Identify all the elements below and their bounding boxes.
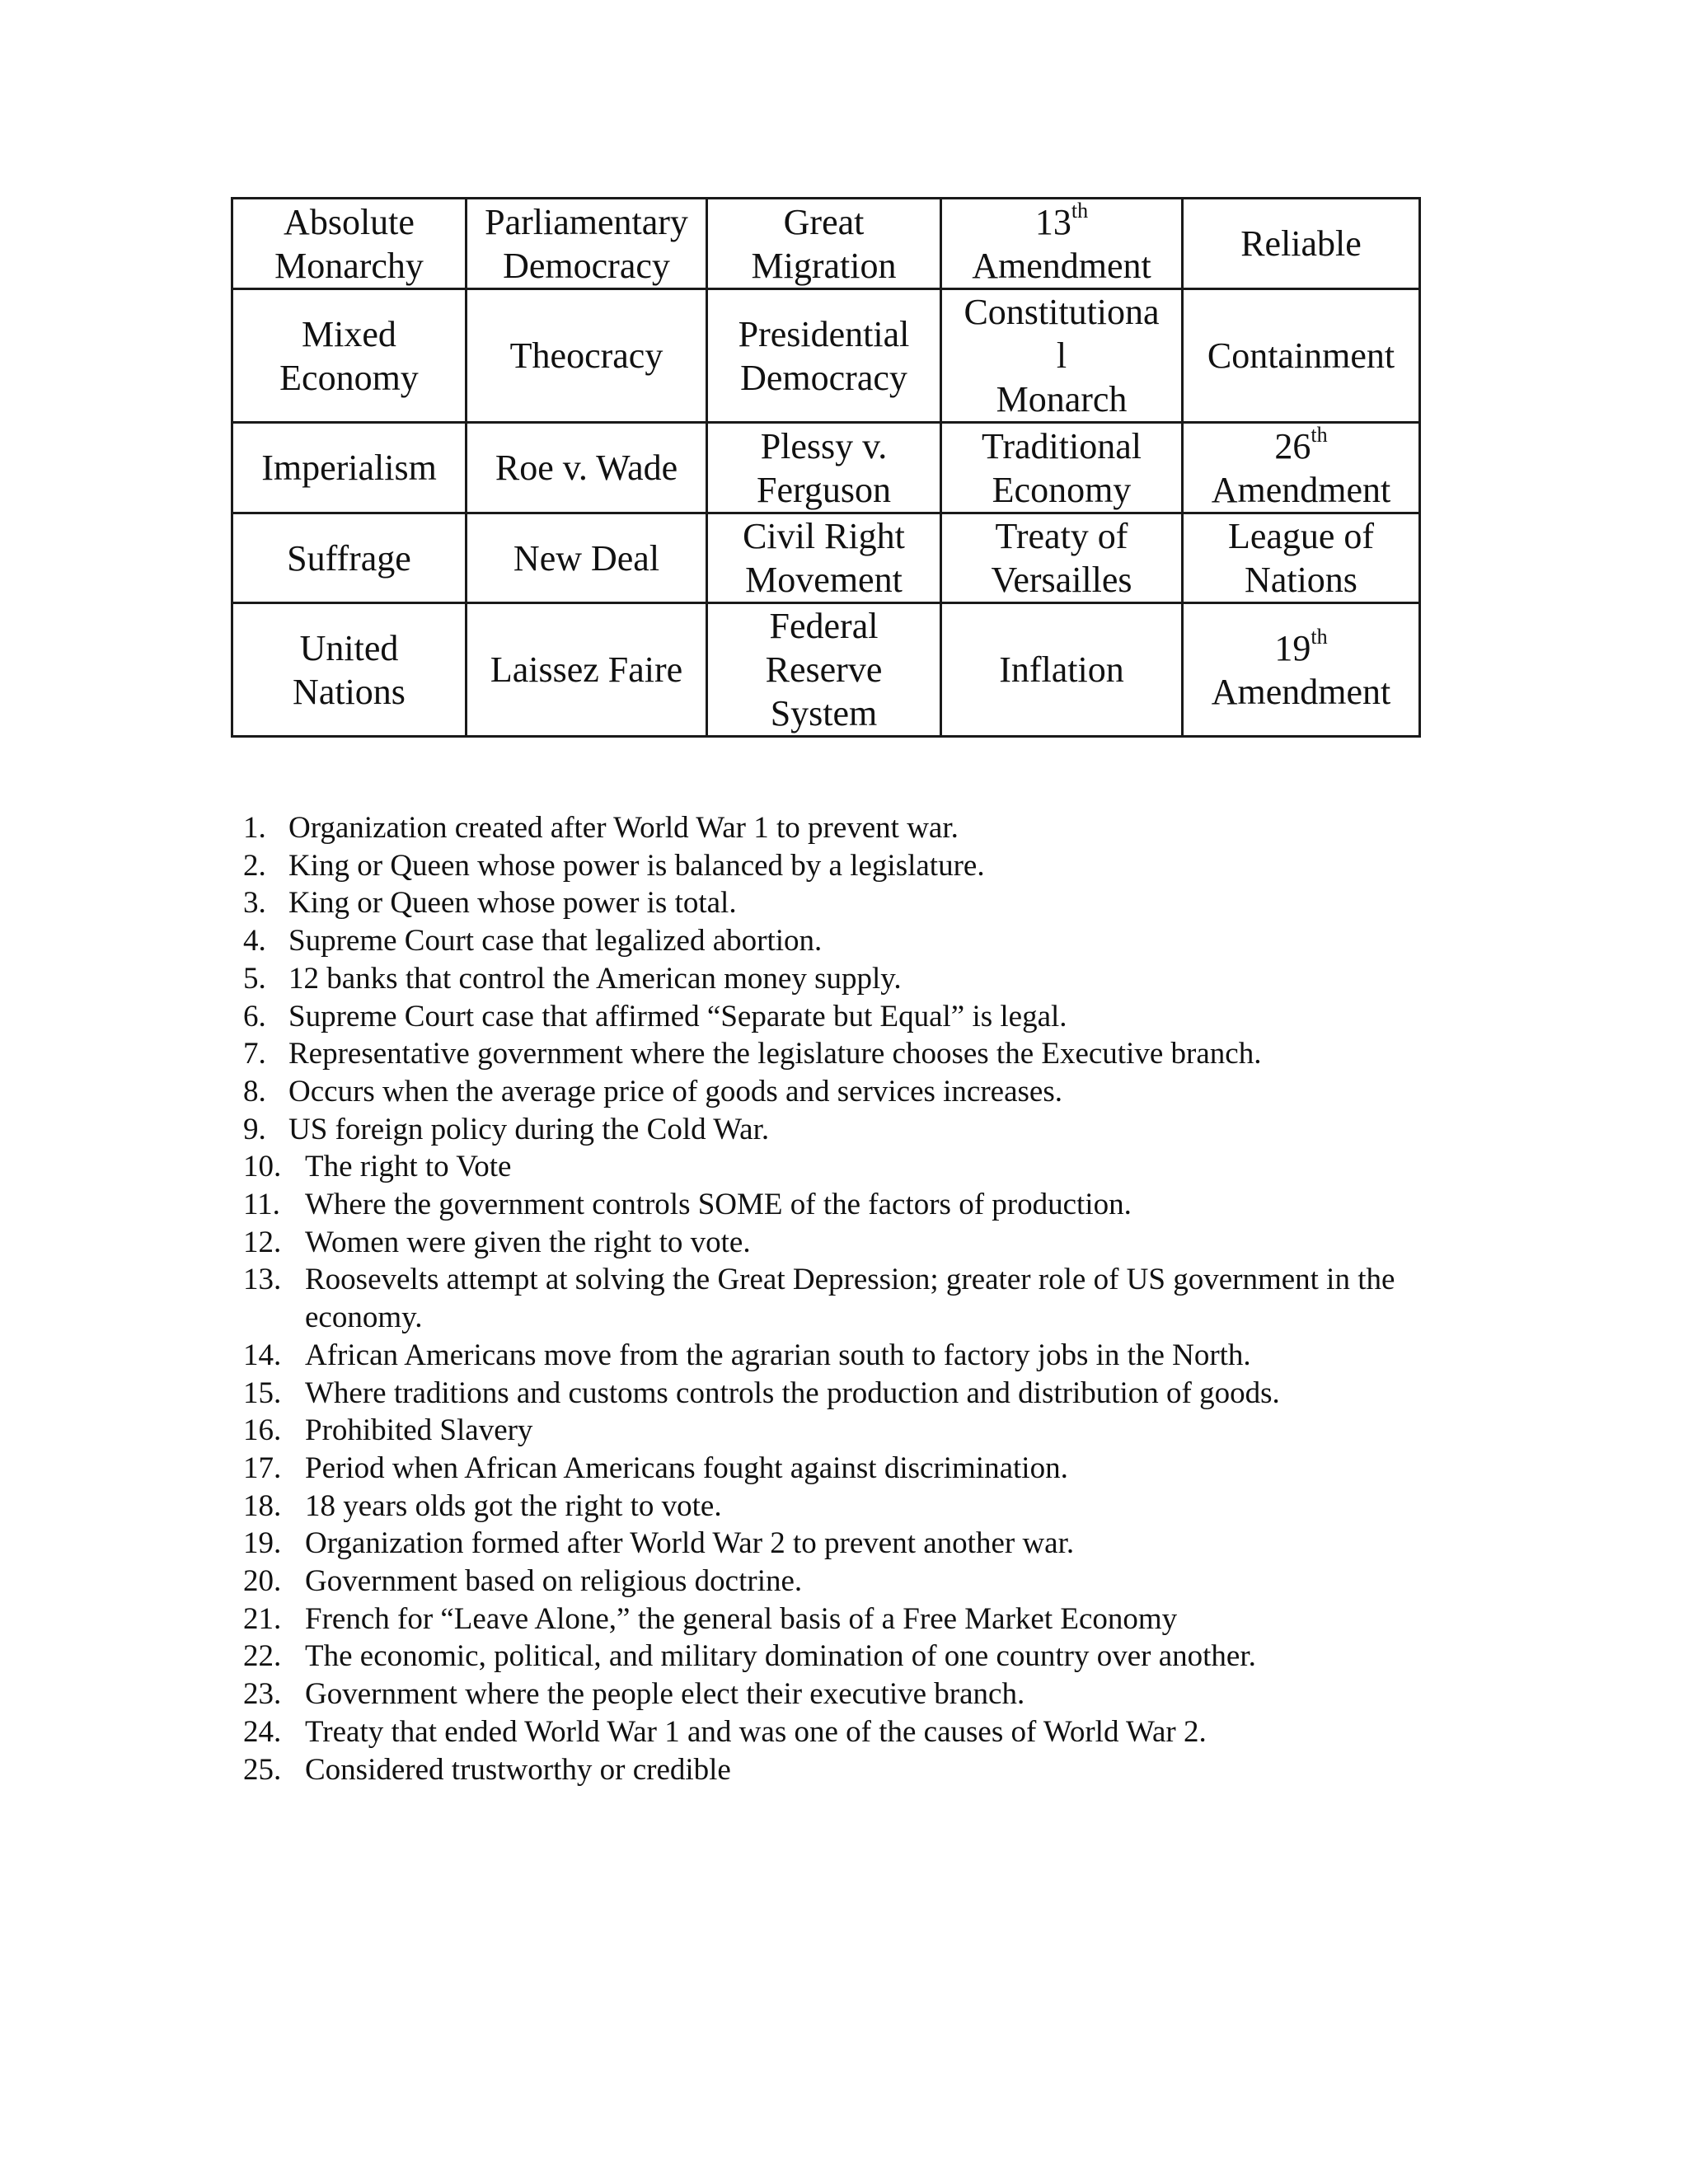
term-reliable: Reliable	[1240, 223, 1362, 264]
definition-item	[243, 1713, 1447, 1751]
term-imperialism: Imperialism	[261, 448, 437, 488]
definition-number: 6.	[243, 999, 266, 1033]
definition-text: King or Queen whose power is balanced by a legislature.	[288, 848, 985, 883]
definition-item	[243, 960, 1447, 998]
word-bank-cell	[1183, 423, 1420, 513]
word-bank-row	[232, 289, 1420, 423]
word-bank-cell	[467, 423, 707, 513]
definition-number: 23.	[243, 1677, 282, 1712]
term-traditional-economy: Traditional Economy	[982, 425, 1142, 510]
word-bank-cell	[1183, 603, 1420, 737]
word-bank-cell	[707, 199, 941, 289]
definition-number: 8.	[243, 1074, 266, 1108]
definition-number: 18.	[243, 1488, 282, 1523]
word-bank-cell	[232, 423, 467, 513]
definition-text: African Americans move from the agrarian south to factory jobs in the North.	[305, 1338, 1251, 1372]
word-bank-cell	[941, 289, 1183, 423]
definition-number: 21.	[243, 1601, 282, 1636]
definition-item	[243, 1563, 1447, 1601]
definition-item	[243, 1111, 1447, 1149]
definition-item	[243, 1601, 1447, 1638]
definition-text: Organization created after World War 1 to prevent war.	[288, 811, 959, 845]
word-bank-row	[232, 603, 1420, 737]
definition-number: 7.	[243, 1037, 266, 1071]
definition-number: 16.	[243, 1413, 282, 1448]
definition-text: Supreme Court case that legalized abortion.	[288, 924, 823, 958]
definition-item	[243, 1148, 1447, 1186]
definition-number: 1.	[243, 811, 266, 845]
word-bank-cell	[467, 513, 707, 603]
term-federal-reserve-system: Federal Reserve System	[765, 606, 883, 733]
definition-text: Considered trustworthy or credible	[305, 1752, 731, 1787]
definition-item	[243, 1525, 1447, 1563]
term-great-migration: Great Migration	[751, 201, 897, 286]
word-bank-cell	[467, 603, 707, 737]
definition-text: 12 banks that control the American money supply.	[288, 961, 902, 996]
definition-number: 13.	[243, 1263, 282, 1297]
term-league-of-nations: League of Nations	[1227, 516, 1375, 600]
definition-text: King or Queen whose power is total.	[288, 886, 737, 921]
definition-number: 9.	[243, 1112, 266, 1146]
definition-text: Representative government where the legislature chooses the Executive branch.	[288, 1037, 1262, 1071]
definition-number: 3.	[243, 886, 266, 921]
term-theocracy: Theocracy	[509, 335, 663, 376]
definition-item	[243, 1224, 1447, 1262]
word-bank-cell	[707, 513, 941, 603]
definition-item	[243, 1261, 1447, 1336]
definition-text: The economic, political, and military domination of one country over another.	[305, 1639, 1256, 1674]
definition-text: Organization formed after World War 2 to prevent another war.	[305, 1526, 1075, 1561]
definition-text: Period when African Americans fought against discrimination.	[305, 1451, 1068, 1485]
word-bank-cell	[707, 603, 941, 737]
term-plessy-v-ferguson: Plessy v. Ferguson	[757, 425, 891, 510]
word-bank-cell	[1183, 289, 1420, 423]
term-civil-right-movement: Civil Right Movement	[743, 516, 905, 600]
term-united-nations: United Nations	[293, 627, 406, 712]
definition-text: Government based on religious doctrine.	[305, 1564, 803, 1599]
word-bank-cell	[467, 289, 707, 423]
word-bank-cell	[941, 423, 1183, 513]
word-bank-cell	[941, 513, 1183, 603]
definition-item	[243, 1488, 1447, 1526]
term-inflation: Inflation	[999, 649, 1124, 690]
term-absolute-monarchy: Absolute Monarchy	[274, 201, 424, 286]
word-bank-cell	[941, 199, 1183, 289]
definition-number: 25.	[243, 1752, 282, 1787]
definition-text: Where traditions and customs controls the production and distribution of goods.	[305, 1376, 1280, 1410]
word-bank-cell	[232, 199, 467, 289]
definition-text: Occurs when the average price of goods and services increases.	[288, 1074, 1062, 1108]
definition-item	[243, 1186, 1447, 1224]
word-bank-cell	[707, 423, 941, 513]
definition-item	[243, 1035, 1447, 1073]
term-13th-amendment: 13th Amendment	[972, 198, 1151, 286]
definition-text: Treaty that ended World War 1 and was one of the causes of World War 2.	[305, 1714, 1207, 1749]
word-bank-cell	[1183, 199, 1420, 289]
definition-text: Prohibited Slavery	[305, 1413, 533, 1448]
term-containment: Containment	[1207, 335, 1395, 376]
term-19th-amendment: 19th Amendment	[1211, 624, 1391, 712]
definition-number: 20.	[243, 1564, 282, 1599]
word-bank-cell	[941, 603, 1183, 737]
definition-number: 14.	[243, 1338, 282, 1372]
term-26th-amendment: 26th Amendment	[1211, 422, 1391, 510]
term-new-deal: New Deal	[513, 537, 660, 579]
definition-text: 18 years olds got the right to vote.	[305, 1488, 722, 1523]
definition-item	[243, 1638, 1447, 1675]
definition-number: 10.	[243, 1150, 282, 1184]
term-treaty-of-versailles: Treaty of Versailles	[991, 516, 1132, 600]
definition-item	[243, 1412, 1447, 1450]
definition-item	[243, 1675, 1447, 1713]
word-bank-row	[232, 513, 1420, 603]
word-bank-cell	[467, 199, 707, 289]
word-bank-row	[232, 199, 1420, 289]
definition-item	[243, 1751, 1447, 1789]
definition-text: Roosevelts attempt at solving the Great Depression; greater role of US government in the economy.	[305, 1263, 1395, 1335]
word-bank-row	[232, 423, 1420, 513]
definition-number: 11.	[243, 1188, 280, 1222]
term-parliamentary-democracy: Parliamentary Democracy	[485, 201, 688, 286]
definition-item	[243, 847, 1447, 885]
definition-text: Women were given the right to vote.	[305, 1225, 751, 1259]
definition-number: 15.	[243, 1376, 282, 1410]
definitions-list	[243, 809, 1447, 1788]
definition-item	[243, 884, 1447, 922]
word-bank-table	[231, 197, 1421, 738]
definition-item	[243, 998, 1447, 1036]
word-bank-cell	[232, 603, 467, 737]
word-bank-cell	[232, 513, 467, 603]
term-roe-v-wade: Roe v. Wade	[495, 448, 678, 488]
definition-number: 4.	[243, 924, 266, 958]
definition-text: US foreign policy during the Cold War.	[288, 1112, 770, 1146]
term-suffrage: Suffrage	[287, 537, 411, 579]
definition-number: 22.	[243, 1639, 282, 1674]
word-bank-cell	[232, 289, 467, 423]
definition-text: Where the government controls SOME of the factors of production.	[305, 1188, 1132, 1222]
definition-text: Government where the people elect their executive branch.	[305, 1677, 1025, 1712]
definition-number: 2.	[243, 848, 266, 883]
term-presidential-democracy: Presidential Democracy	[738, 313, 910, 398]
definition-number: 12.	[243, 1225, 282, 1259]
term-mixed-economy: Mixed Economy	[279, 313, 419, 398]
definition-text: French for “Leave Alone,” the general basis of a Free Market Economy	[305, 1601, 1178, 1636]
definition-number: 24.	[243, 1714, 282, 1749]
definition-text: Supreme Court case that affirmed “Separate but Equal” is legal.	[288, 999, 1067, 1033]
definition-number: 19.	[243, 1526, 282, 1561]
definition-number: 5.	[243, 961, 266, 996]
definition-item	[243, 809, 1447, 847]
definition-item	[243, 1337, 1447, 1375]
definition-item	[243, 1073, 1447, 1111]
definition-item	[243, 1375, 1447, 1413]
term-constitutional-monarch: Constitutiona l Monarch	[964, 292, 1160, 419]
definition-text: The right to Vote	[305, 1150, 512, 1184]
definition-number: 17.	[243, 1451, 282, 1485]
word-bank-cell	[1183, 513, 1420, 603]
word-bank-cell	[707, 289, 941, 423]
definition-item	[243, 922, 1447, 960]
definition-item	[243, 1450, 1447, 1488]
term-laissez-faire: Laissez Faire	[490, 649, 683, 690]
